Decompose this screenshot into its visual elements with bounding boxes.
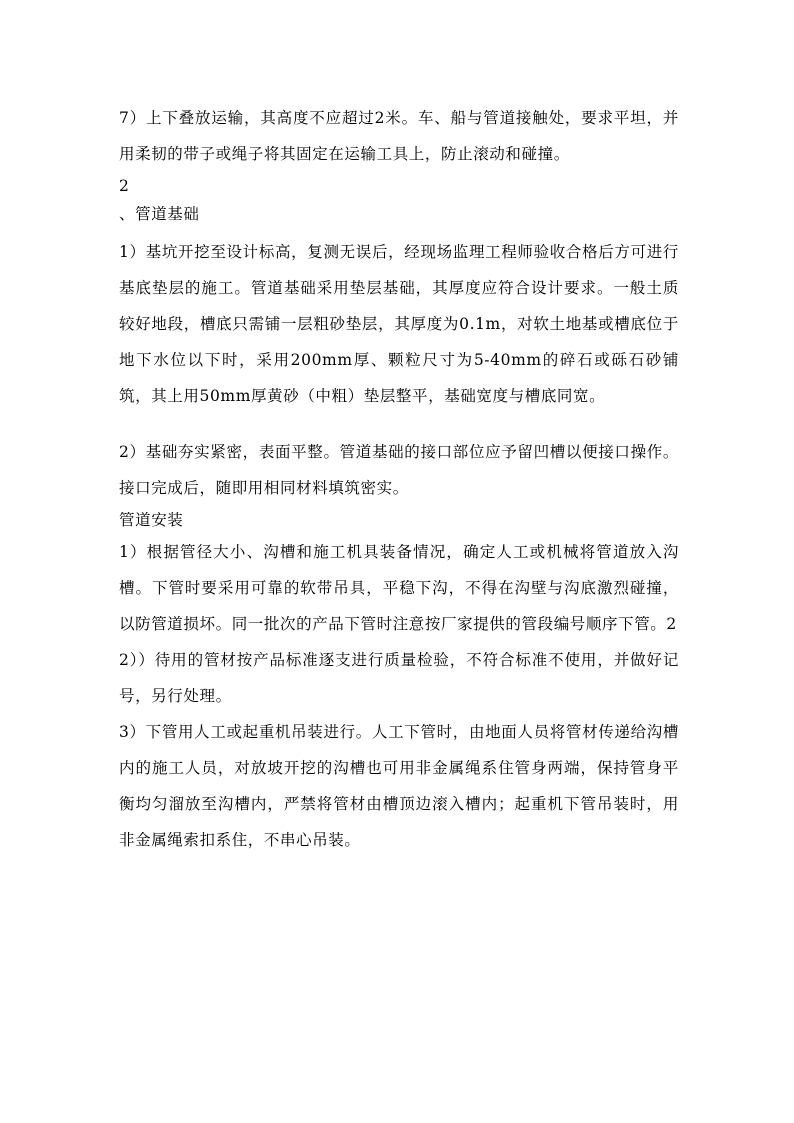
paragraph-install-1: 1）根据管径大小、沟槽和施工机具装备情况，确定人工或机械将管道放入沟槽。下管时要采用可靠的软带吊具，平稳下沟，不得在沟壁与沟底激烈碰撞，以防管道损坏。同一批次的产品下管时注意按厂家提供的管段编号顺序下管。2 [119, 543, 679, 633]
section-title-pipe-foundation: 、管道基础 [119, 205, 200, 223]
paragraph-install-3: 3）下管用人工或起重机吊装进行。人工下管时，由地面人员将管材传递给沟槽内的施工人员，对放坡开挖的沟槽也可用非金属绳系住管身两端，保持管身平衡均匀溜放至沟槽内，严禁将管材由槽顶边滚入槽内；起重机下管吊装时，用非金属绳索扣系住，不串心吊装。 [119, 723, 679, 849]
section-title-pipe-install: 管道安装 [119, 511, 184, 529]
paragraph-install-2: 2））待用的管材按产品标准逐支进行质量检验，不符合标准不使用，并做好记号，另行处理。 [119, 651, 679, 705]
paragraph-transport-7: 7）上下叠放运输，其高度不应超过2米。车、船与管道接触处，要求平坦，并用柔韧的带子或绳子将其固定在运输工具上，防止滚动和碰撞。 [119, 109, 679, 163]
section-number-2: 2 [119, 177, 130, 195]
paragraph-foundation-2: 2）基础夯实紧密，表面平整。管道基础的接口部位应予留凹槽以便接口操作。接口完成后，随即用相同材料填筑密实。 [119, 443, 679, 497]
document-body [119, 100, 679, 858]
paragraph-foundation-1: 1）基坑开挖至设计标高，复测无误后，经现场监理工程师验收合格后方可进行基底垫层的施工。管道基础采用垫层基础，其厚度应符合设计要求。一般土质较好地段，槽底只需铺一层粗砂垫层，其厚度为0.1m，对软土地基或槽底位于地下水位以下时，采用200mm厚、颗粒尺寸为5-40mm的碎石或砾石砂铺筑，其上用50mm厚黄砂（中粗）垫层整平，基础宽度与槽底同宽。 [119, 243, 679, 405]
